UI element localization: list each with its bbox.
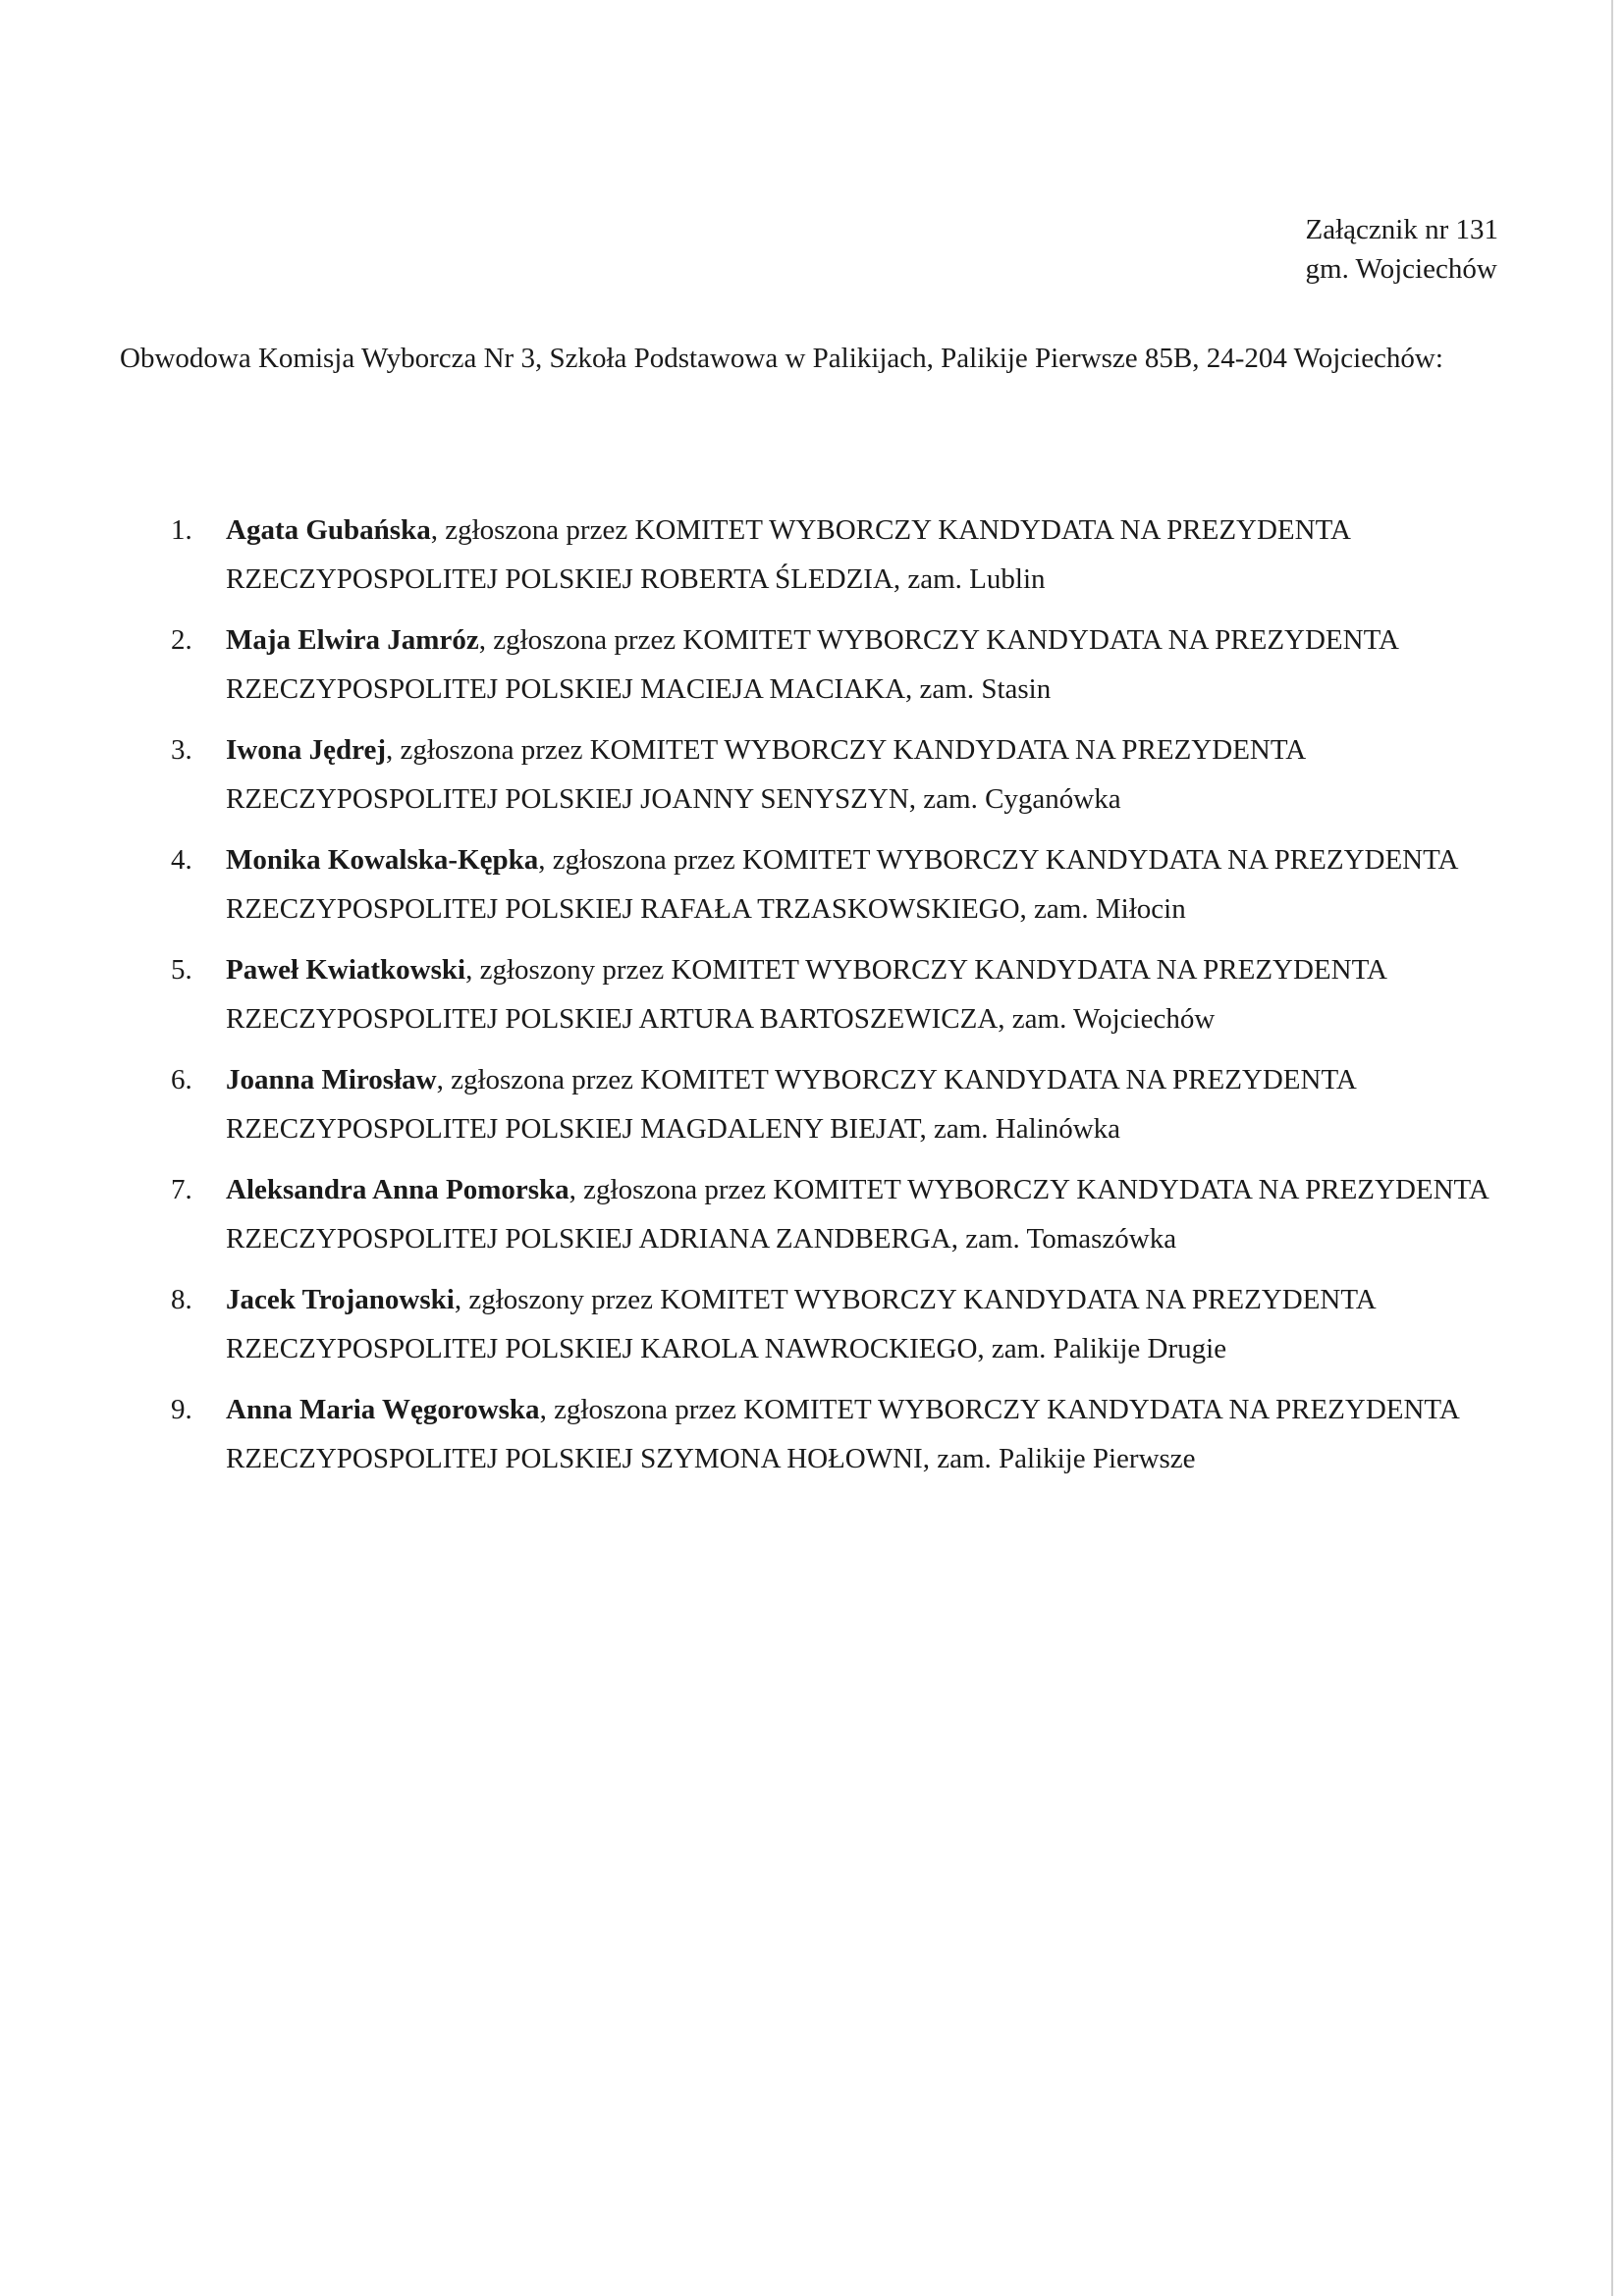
member-name: Maja Elwira Jamróz [226, 624, 479, 656]
member-name: Agata Gubańska [226, 514, 431, 546]
member-details: , zgłoszona przez KOMITET WYBORCZY KANDYDATA NA PREZYDENTA RZECZYPOSPOLITEJ POLSKIEJ MAGDALENY BIEJAT, zam. Halinówka [226, 1064, 1356, 1145]
annex-number: Załącznik nr 131 [1305, 214, 1498, 245]
list-item-number: 3. [171, 734, 192, 766]
list-item [120, 1055, 1504, 1153]
list-item-number: 8. [171, 1284, 192, 1315]
member-name: Monika Kowalska-Kępka [226, 844, 539, 876]
list-item [120, 615, 1504, 714]
list-item [120, 725, 1504, 824]
list-item [120, 506, 1504, 604]
list-item-number: 5. [171, 954, 192, 986]
commission-heading: Obwodowa Komisja Wyborcza Nr 3, Szkoła Podstawowa w Palikijach, Palikije Pierwsze 85B, 24-204 Wojciechów: [120, 343, 1443, 374]
list-item [120, 1275, 1504, 1373]
member-details: , zgłoszona przez KOMITET WYBORCZY KANDYDATA NA PREZYDENTA RZECZYPOSPOLITEJ POLSKIEJ RAFAŁA TRZASKOWSKIEGO, zam. Miłocin [226, 844, 1457, 925]
member-name: Iwona Jędrej [226, 734, 386, 766]
member-details: , zgłoszona przez KOMITET WYBORCZY KANDYDATA NA PREZYDENTA RZECZYPOSPOLITEJ POLSKIEJ SZYMONA HOŁOWNI, zam. Palikije Pierwsze [226, 1394, 1459, 1474]
list-item [120, 835, 1504, 934]
member-name: Jacek Trojanowski [226, 1284, 455, 1315]
member-details: , zgłoszony przez KOMITET WYBORCZY KANDYDATA NA PREZYDENTA RZECZYPOSPOLITEJ POLSKIEJ KAROLA NAWROCKIEGO, zam. Palikije Drugie [226, 1284, 1376, 1364]
member-name: Anna Maria Węgorowska [226, 1394, 540, 1425]
member-details: , zgłoszona przez KOMITET WYBORCZY KANDYDATA NA PREZYDENTA RZECZYPOSPOLITEJ POLSKIEJ MACIEJA MACIAKA, zam. Stasin [226, 624, 1398, 705]
list-item-number: 1. [171, 514, 192, 546]
list-item-number: 2. [171, 624, 192, 656]
list-item-number: 6. [171, 1064, 192, 1095]
member-details: , zgłoszony przez KOMITET WYBORCZY KANDYDATA NA PREZYDENTA RZECZYPOSPOLITEJ POLSKIEJ ARTURA BARTOSZEWICZA, zam. Wojciechów [226, 954, 1386, 1035]
annex-municipality: gm. Wojciechów [1305, 253, 1497, 285]
annex-header [1306, 210, 1498, 289]
member-details: , zgłoszona przez KOMITET WYBORCZY KANDYDATA NA PREZYDENTA RZECZYPOSPOLITEJ POLSKIEJ JOANNY SENYSZYN, zam. Cyganówka [226, 734, 1305, 815]
member-details: , zgłoszona przez KOMITET WYBORCZY KANDYDATA NA PREZYDENTA RZECZYPOSPOLITEJ POLSKIEJ ROBERTA ŚLEDZIA, zam. Lublin [226, 514, 1350, 595]
scan-edge-line [1611, 0, 1613, 2296]
member-name: Joanna Mirosław [226, 1064, 437, 1095]
list-item-number: 7. [171, 1174, 192, 1205]
list-item [120, 945, 1504, 1043]
list-item [120, 1165, 1504, 1263]
members-list [120, 506, 1504, 1495]
member-details: , zgłoszona przez KOMITET WYBORCZY KANDYDATA NA PREZYDENTA RZECZYPOSPOLITEJ POLSKIEJ ADRIANA ZANDBERGA, zam. Tomaszówka [226, 1174, 1489, 1255]
list-item-number: 9. [171, 1394, 192, 1425]
member-name: Aleksandra Anna Pomorska [226, 1174, 569, 1205]
list-item [120, 1385, 1504, 1483]
list-item-number: 4. [171, 844, 192, 876]
member-name: Paweł Kwiatkowski [226, 954, 466, 986]
